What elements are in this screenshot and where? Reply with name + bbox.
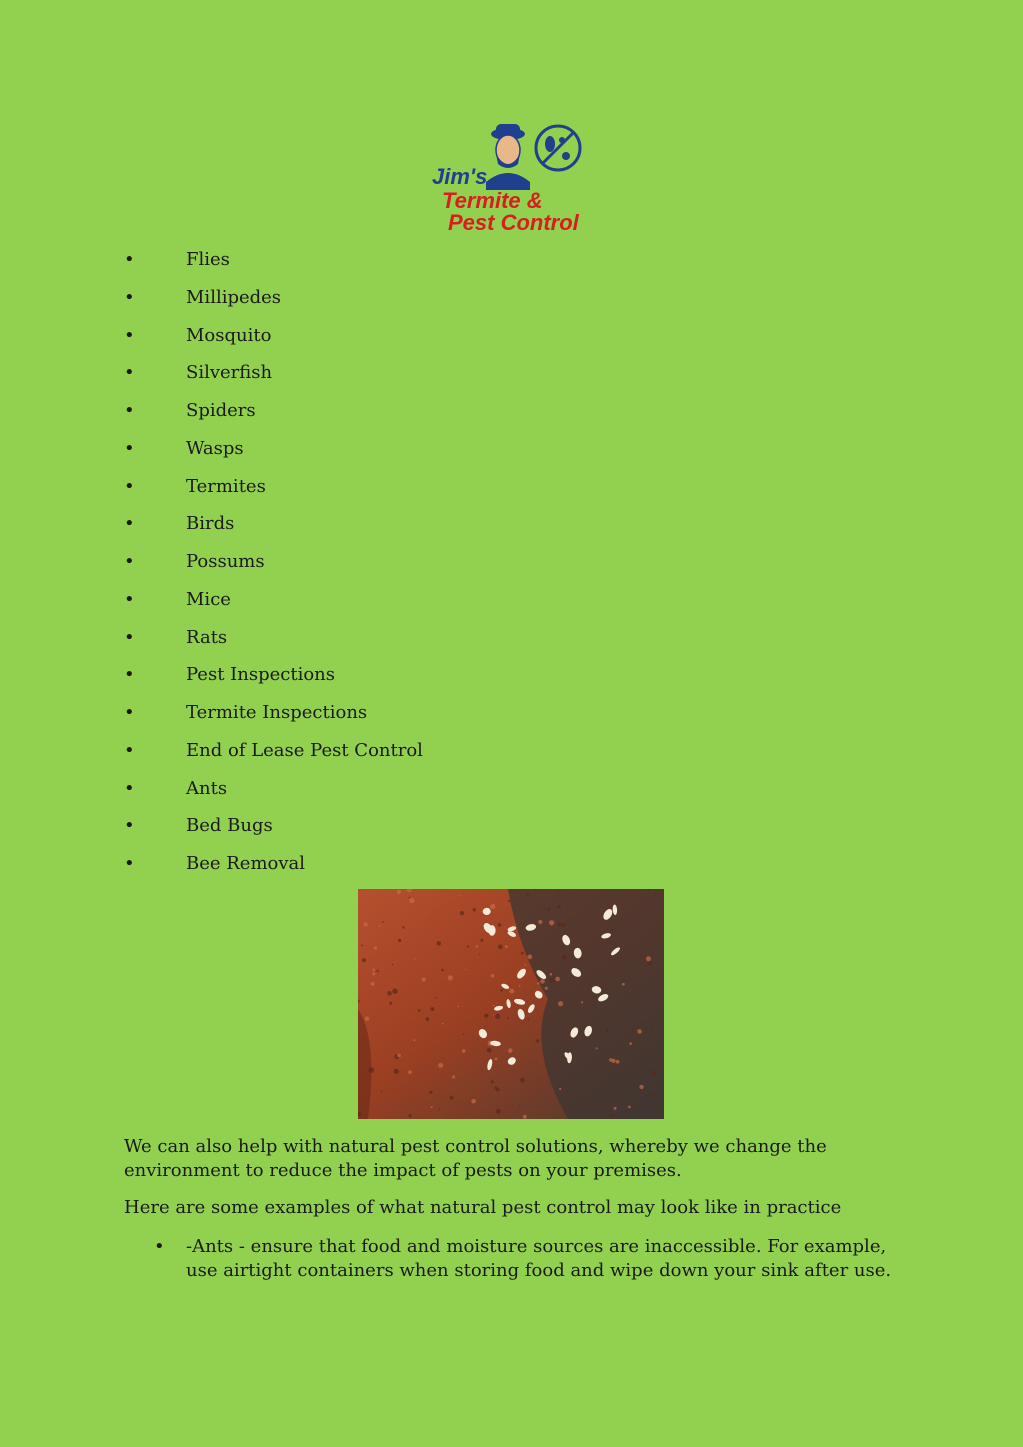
bullet: • [124, 739, 135, 761]
service-label: Spiders [186, 400, 256, 421]
examples-intro-paragraph: Here are some examples of what natural pest control may look like in practice [124, 1197, 842, 1218]
service-label: Pest Inspections [186, 664, 336, 686]
service-item [124, 322, 423, 360]
bullet: • [124, 853, 135, 874]
bullet: • [124, 362, 135, 384]
example-item [124, 1235, 914, 1283]
natural-control-paragraph: We can also help with natural pest control solutions, whereby we change the environment to reduce the impact of pests on your premises. [124, 1136, 827, 1181]
service-item [124, 359, 423, 397]
bullet: • [124, 551, 135, 572]
logo-line1: Jim's [432, 164, 488, 189]
bullet: • [124, 664, 135, 686]
bullet: • [154, 1236, 165, 1257]
service-label: Termites [186, 475, 266, 497]
service-label: Mice [186, 588, 231, 610]
bullet: • [124, 777, 135, 799]
service-label: Silverfish [186, 362, 273, 384]
bullet: • [124, 815, 135, 837]
service-item [124, 435, 423, 473]
service-item [124, 586, 423, 624]
service-label: Termite Inspections [186, 702, 368, 723]
service-label: Mosquito [186, 324, 272, 346]
service-item [124, 737, 423, 775]
service-item [124, 699, 423, 737]
logo-line2: Termite & [442, 188, 543, 213]
service-item [124, 473, 423, 511]
bullet: • [124, 626, 135, 648]
jims-termite-logo [430, 120, 595, 238]
bullet: • [124, 249, 135, 270]
service-label: Flies [186, 249, 230, 270]
service-item [124, 775, 423, 813]
service-label: Wasps [186, 437, 244, 459]
examples-list [124, 1235, 914, 1283]
bullet: • [124, 286, 135, 308]
service-item [124, 850, 423, 888]
bullet: • [124, 475, 135, 497]
bullet: • [124, 400, 135, 421]
bullet: • [124, 702, 135, 723]
service-label: Possums [186, 551, 265, 572]
example-text: -Ants - ensure that food and moisture sources are inaccessible. For example, use airtight containers when storing food and wipe down your sink after use. [186, 1236, 892, 1281]
service-item [124, 812, 423, 850]
service-item [124, 661, 423, 699]
bullet: • [124, 513, 135, 535]
service-item [124, 397, 423, 435]
bullet: • [124, 437, 135, 459]
service-item [124, 284, 423, 322]
no-bugs-icon [536, 126, 580, 170]
service-item [124, 548, 423, 586]
logo-line3: Pest Control [448, 210, 579, 235]
bullet: • [124, 588, 135, 610]
service-item [124, 624, 423, 662]
service-label: End of Lease Pest Control [186, 739, 423, 761]
service-label: Rats [186, 626, 228, 648]
termites-on-soil-photo [358, 889, 664, 1119]
service-label: Ants [186, 777, 228, 799]
bullet: • [124, 324, 135, 346]
man-with-hat-icon [486, 124, 530, 190]
service-item [124, 246, 423, 284]
service-item [124, 510, 423, 548]
service-label: Bee Removal [186, 853, 306, 874]
service-label: Millipedes [186, 286, 282, 308]
service-label: Birds [186, 513, 235, 535]
service-label: Bed Bugs [186, 815, 273, 837]
services-list [124, 246, 423, 888]
